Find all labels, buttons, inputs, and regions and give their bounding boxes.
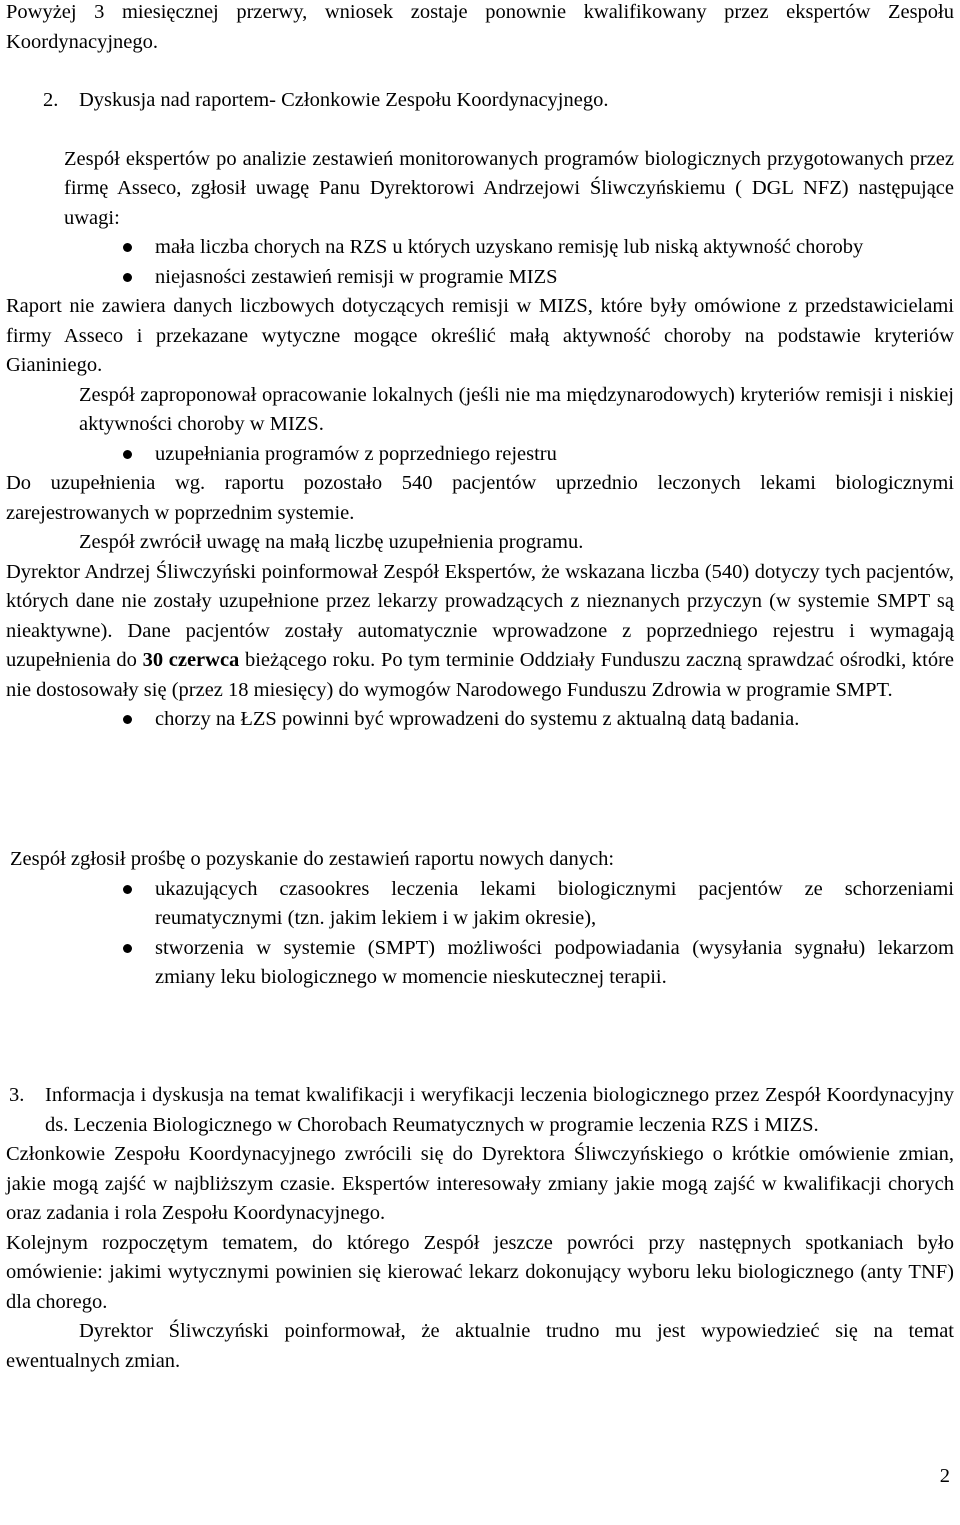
bullet-item: ukazujących czasookres leczenia lekami biologicznymi pacjentów ze schorzeniami reumatycznymi (tzn. jakim lekiem i w jakim okresie),	[6, 875, 954, 934]
paragraph-request: Zespół zgłosił prośbę o pozyskanie do zestawień raportu nowych danych:	[10, 848, 615, 870]
paragraph-director-text-b: bieżącego roku. Po tym terminie Oddziały Funduszu zaczną sprawdzać ośrodki, które nie dostosowały się (przez 18 miesięcy) do wymogów Narodowego Funduszu Zdrowia w programie SMPT.	[6, 649, 954, 701]
paragraph-experts-text: Zespół ekspertów po analizie zestawień monitorowanych programów biologicznych przygotowanych przez firmę Asseco, zgłosił uwagę Panu Dyrektorowi Andrzejowi Śliwczyńskiemu ( DGL NFZ) następujące uwagi:	[64, 147, 954, 229]
bullet-list-remarks	[6, 233, 954, 292]
paragraph-proposal: Zespół zaproponował opracowanie lokalnych (jeśli nie ma międzynarodowych) kryteriów remisji i niskiej aktywności choroby w MIZS.	[79, 383, 954, 435]
agenda-item-text: Dyskusja nad raportem- Członkowie Zespołu Koordynacyjnego.	[79, 89, 609, 111]
paragraph-director	[6, 558, 954, 706]
paragraph-remaining: Do uzupełnienia wg. raportu pozostało 540 pacjentów uprzednio leczonych lekami biologicznymi zarejestrowanych w poprzednim systemie.	[6, 472, 954, 524]
agenda-item-3	[6, 1081, 954, 1140]
paragraph-next-topic: Kolejnym rozpoczętym tematem, do którego Zespół jeszcze powróci przy następnych spotkaniach było omówienie: jakimi wytycznymi powinien się kierować lekarz dokonujący wyboru leku biologicznego (anty TNF) dla chorego.	[6, 1231, 954, 1313]
paragraph-report: Raport nie zawiera danych liczbowych dotyczących remisji w MIZS, które były omówione z przedstawicielami firmy Asseco i przekazane wytyczne mogące określić małą aktywność choroby na podstawie kryteriów Gianiniego.	[6, 295, 954, 376]
deadline-date: 30 czerwca	[142, 649, 240, 671]
bullet-item: mała liczba chorych na RZS u których uzyskano remisję lub niską aktywność choroby	[6, 233, 954, 263]
agenda-item-2	[6, 86, 954, 116]
agenda-item-number: 3.	[9, 1084, 25, 1106]
paragraph-intro: Powyżej 3 miesięcznej przerwy, wniosek zostaje ponownie kwalifikowany przez ekspertów Zespołu Koordynacyjnego.	[6, 1, 954, 53]
bullet-item: uzupełniania programów z poprzedniego rejestru	[6, 440, 954, 470]
bullet-list-supplement	[6, 440, 954, 470]
paragraph-director-final: Dyrektor Śliwczyński poinformował, że aktualnie trudno mu jest wypowiedzieć się na temat ewentualnych zmian.	[6, 1320, 954, 1372]
agenda-item-text: Informacja i dyskusja na temat kwalifikacji i weryfikacji leczenia biologicznego przez Zespół Koordynacyjny ds. Leczenia Biologicznego w Chorobach Reumatycznych w programie leczenia RZS i MIZS.	[45, 1084, 954, 1136]
paragraph-director-text-a: Dyrektor Andrzej Śliwczyński poinformował Zespół Ekspertów, że wskazana liczba (540) dotyczy tych pacjentów, których dane nie zostały uzupełnione przez lekarzy prowadzących z nieznanych przyczyn (w systemie SMPT są nieaktywne). Dane pacjentów zostały automatycznie wprowadzone z poprzedniego rejestru i wymagają uzupełnienia do	[6, 560, 954, 671]
page-number: 2	[939, 1465, 950, 1487]
paragraph-attention: Zespół zwrócił uwagę na małą liczbę uzupełnienia programu.	[79, 531, 584, 553]
bullet-item: niejasności zestawień remisji w programie MIZS	[6, 263, 954, 293]
paragraph-experts	[6, 145, 954, 234]
paragraph-members: Członkowie Zespołu Koordynacyjnego zwrócili się do Dyrektora Śliwczyńskiego o krótkie omówienie zmian, jakie mogą zajść w najbliższym czasie. Ekspertów interesowały zmiany jakie mogą zajść w kwalifikacji chorych oraz zadania i rola Zespołu Koordynacyjnego.	[6, 1143, 954, 1224]
section-request	[6, 845, 954, 993]
bullet-item: chorzy na ŁZS powinni być wprowadzeni do systemu z aktualną datą badania.	[6, 705, 954, 735]
bullet-list-lzs	[6, 705, 954, 735]
section-qualification	[6, 1081, 954, 1376]
section-discussion	[6, 0, 954, 735]
agenda-item-number: 2.	[43, 89, 59, 111]
bullet-list-request	[6, 875, 954, 993]
bullet-item: stworzenia w systemie (SMPT) możliwości podpowiadania (wysyłania sygnału) lekarzom zmiany leku biologicznego w momencie nieskutecznej terapii.	[6, 934, 954, 993]
